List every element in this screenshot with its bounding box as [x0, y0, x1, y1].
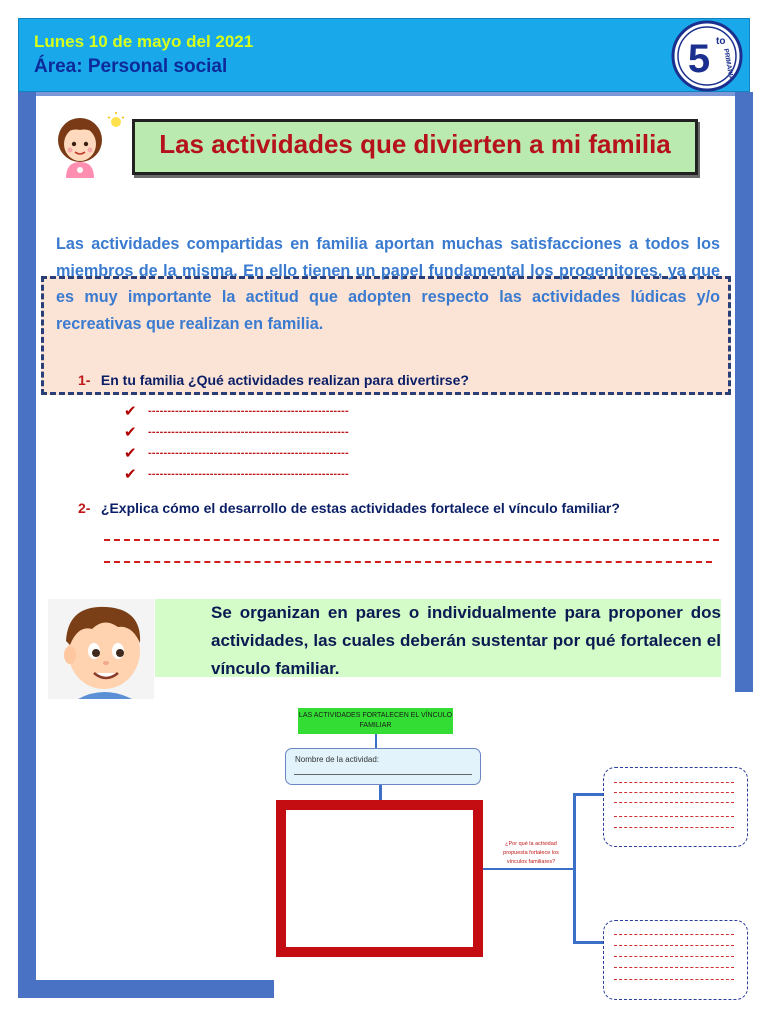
diagram-question: ¿Por qué la actividad propuesta fortalece los vínculos familiares?: [503, 841, 559, 865]
question-1-number: 1-: [78, 372, 91, 388]
header-bar: [18, 18, 750, 92]
reason-line[interactable]: [614, 945, 734, 946]
question-2-number: 2-: [78, 500, 91, 516]
diagram-title: LAS ACTIVIDADES FORTALECEN EL VÍNCULO FAMILIAR: [298, 708, 453, 734]
frame-left-border: [18, 92, 36, 998]
diagram-bracket: [573, 793, 576, 943]
activity-name-label: Nombre de la actividad:: [295, 755, 380, 764]
reason-line[interactable]: [614, 934, 734, 935]
date-label: Lunes 10 de mayo del 2021: [34, 32, 254, 51]
diagram-connector: [483, 868, 575, 870]
diagram-connector: [379, 785, 382, 800]
svg-text:to: to: [716, 36, 726, 47]
reason-line[interactable]: [614, 979, 734, 980]
frame-bottom-border: [18, 980, 274, 998]
question-2: [78, 500, 620, 518]
answer-line[interactable]: ----------------------------------------------------: [148, 426, 349, 438]
drawing-box[interactable]: [276, 800, 483, 957]
reason-line[interactable]: [614, 956, 734, 957]
answer-line-long[interactable]: [104, 539, 719, 541]
question-1-text: En tu familia ¿Qué actividades realizan para divertirse?: [100, 372, 469, 388]
reason-line[interactable]: [614, 782, 734, 783]
girl-illustration: [50, 112, 124, 180]
answer-line[interactable]: ----------------------------------------------------: [148, 447, 349, 459]
page-title: Las actividades que divierten a mi familia: [159, 129, 671, 159]
question-2-text: ¿Explica cómo el desarrollo de estas actividades fortalece el vínculo familiar?: [100, 500, 620, 516]
instruction-text: Se organizan en pares o individualmente para proponer dos actividades, las cuales deberán sustentar por qué fortalecen el vínculo familiar.: [211, 603, 721, 678]
check-icon: ✔: [124, 403, 137, 420]
reason-line[interactable]: [614, 827, 734, 828]
svg-text:PRIMARIA: PRIMARIA: [722, 48, 735, 81]
activity-name-line[interactable]: [294, 774, 472, 775]
diagram-connector: [375, 734, 377, 748]
reason-line[interactable]: [614, 802, 734, 803]
grade-badge-logo: [671, 20, 743, 92]
check-icon: ✔: [124, 466, 137, 483]
answer-line[interactable]: ----------------------------------------------------: [148, 405, 349, 417]
reason-line[interactable]: [614, 967, 734, 968]
diagram-bracket: [573, 793, 603, 796]
question-1: [78, 372, 469, 390]
check-icon: ✔: [124, 445, 137, 462]
intro-paragraph: Las actividades compartidas en familia aportan muchas satisfacciones a todos los miembros de la misma. En ello tienen un papel fundamental los progenitores, ya que es muy importante la actitud que adopten respecto las actividades lúdicas y/o recreativas que realizan en familia.: [56, 235, 720, 333]
reason-card-1[interactable]: [603, 767, 748, 847]
diagram-bracket: [573, 941, 603, 944]
area-label: Área: Personal social: [34, 56, 228, 77]
reason-card-2[interactable]: [603, 920, 748, 1000]
answer-line-long[interactable]: [104, 561, 712, 563]
frame-right-border: [735, 92, 753, 692]
frame-top: [36, 92, 735, 96]
reason-line[interactable]: [614, 816, 734, 817]
answer-line[interactable]: ----------------------------------------------------: [148, 468, 349, 480]
reason-line[interactable]: [614, 792, 734, 793]
check-icon: ✔: [124, 424, 137, 441]
boy-illustration: [48, 599, 154, 699]
svg-text:5: 5: [687, 37, 711, 81]
activity-name-box[interactable]: [285, 748, 481, 785]
